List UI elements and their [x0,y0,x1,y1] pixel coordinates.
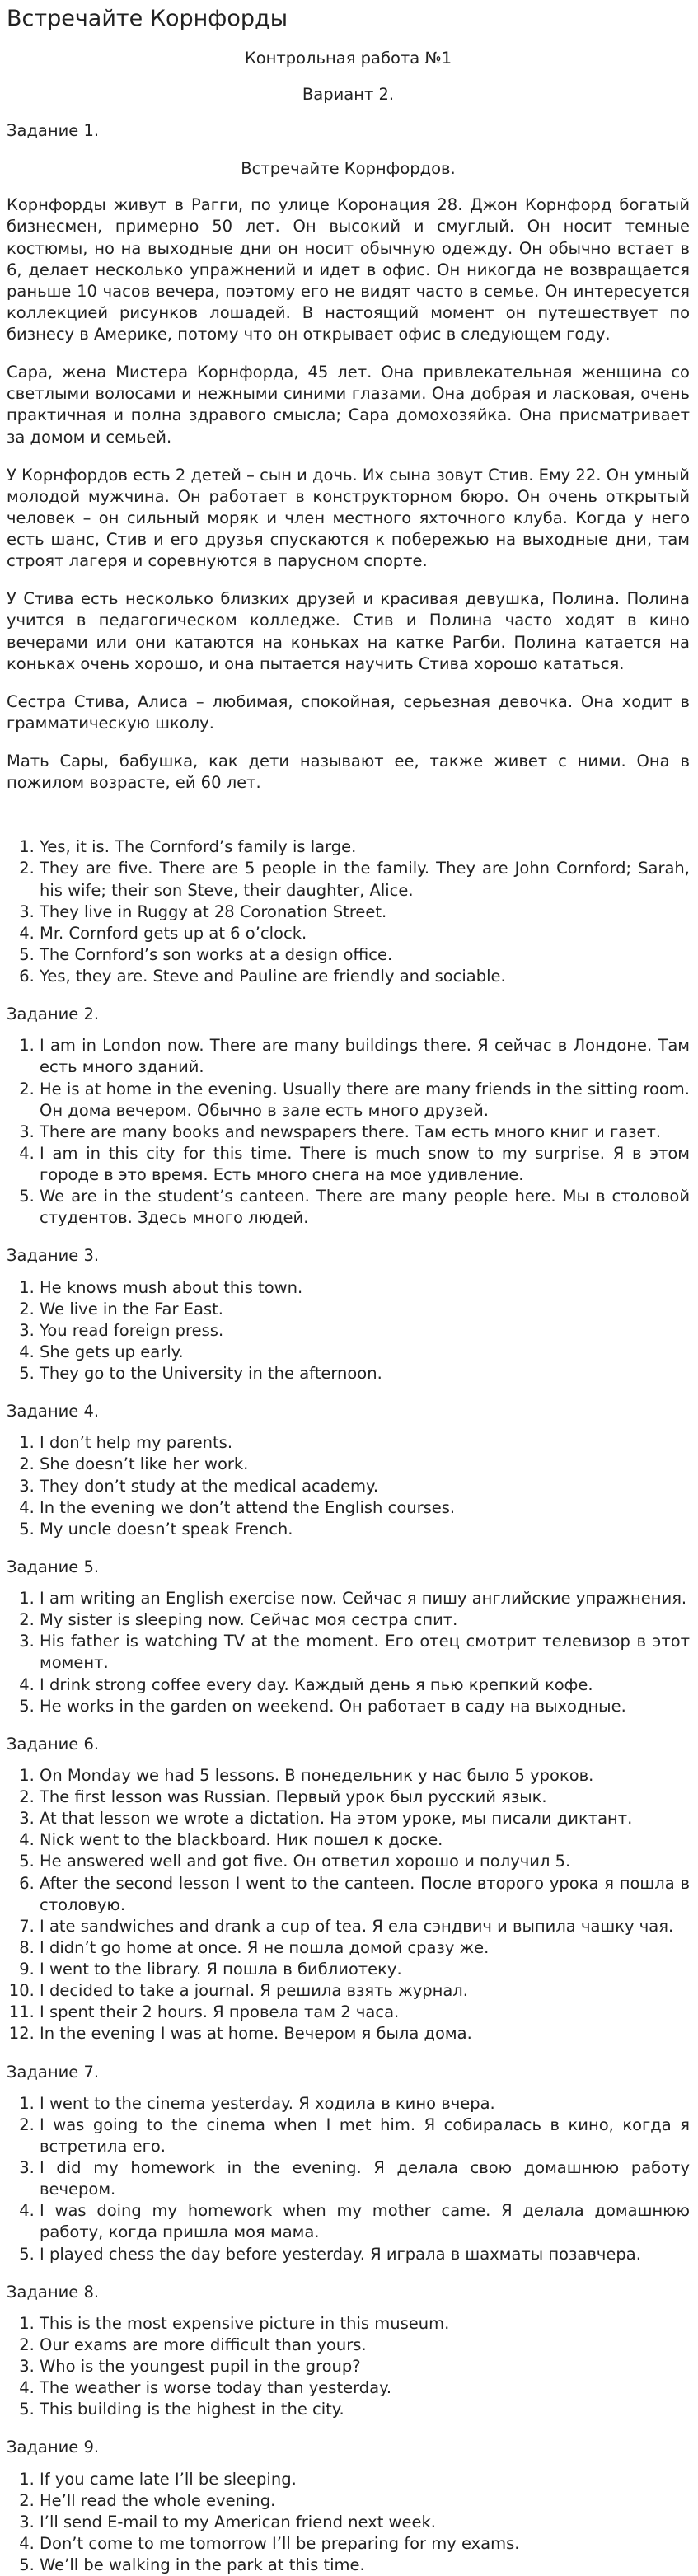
list-item: 5. He works in the garden on weekend. Он работает в саду на выходные. [40,1696,690,1717]
task-list [7,1432,690,1540]
task-list [7,1588,690,1717]
list-item: 3. They live in Ruggy at 28 Coronation Street. [40,902,690,923]
list-item: 1. Yes, it is. The Cornford’s family is large. [40,836,690,858]
list-item: 5. We’ll be walking in the park at this time. [40,2555,690,2576]
list-item: 4. I was doing my homework when my mother came. Я делала домашнюю работу, когда пришла моя мама. [40,2200,690,2243]
task-list [7,1277,690,1385]
list-item: 3. You read foreign press. [40,1320,690,1342]
task-list [7,2469,690,2576]
task-label: Задание 3. [7,1245,690,1267]
story-title: Встречайте Корнфордов. [7,158,690,180]
story-paragraph: У Корнфордов есть 2 детей – сын и дочь. Их сына зовут Стив. Ему 22. Он умный молодой мужчина. Он работает в конструкторном бюро. Он очень открытый человек – он сильный моряк и член местного яхточного клуба. Когда у него есть шанс, Стив и его друзья спускаются к побережью на выходные дни, там строят лагеря и соревнуются в парусном спорте. [7,465,690,573]
list-item: 9. I went to the library. Я пошла в библиотеку. [40,1959,690,1980]
list-item: 6. After the second lesson I went to the canteen. После второго урока я пошла в столовую. [40,1873,690,1916]
task-label: Задание 4. [7,1401,690,1422]
list-item: 1. He knows mush about this town. [40,1277,690,1299]
list-item: 2. I was going to the cinema when I met him. Я собиралась в кино, когда я встретила его. [40,2115,690,2157]
task-label: Задание 2. [7,1004,690,1025]
list-item: 5. My uncle doesn’t speak French. [40,1519,690,1540]
list-item: 4. The weather is worse today than yesterday. [40,2377,690,2399]
list-item: 7. I ate sandwiches and drank a cup of tea. Я ела сэндвич и выпила чашку чая. [40,1916,690,1937]
list-item: 2. The first lesson was Russian. Первый урок был русский язык. [40,1787,690,1808]
list-item: 4. In the evening we don’t attend the English courses. [40,1497,690,1519]
task-1-label: Задание 1. [7,120,690,142]
list-item: 4. She gets up early. [40,1342,690,1363]
list-item: 2. My sister is sleeping now. Сейчас моя сестра спит. [40,1609,690,1631]
story-paragraph: Корнфорды живут в Рагги, по улице Коронация 28. Джон Корнфорд богатый бизнесмен, примерно 50 лет. Он высокий и смуглый. Он носит темные костюмы, но на выходные дни он носит обычную одежду. Он обычно встает в 6, делает несколько упражнений и идет в офис. Он никогда не возвращается раньше 10 часов вечера, поэтому его не видят часто в семье. Он интересуется коллекцией рисунков лошадей. В настоящий момент он путешествует по бизнесу в Америке, потому что он открывает офис в следующем году. [7,194,690,345]
list-item: 3. At that lesson we wrote a dictation. На этом уроке, мы писали диктант. [40,1808,690,1829]
list-item: 8. I didn’t go home at once. Я не пошла домой сразу же. [40,1937,690,1959]
task-list [7,2093,690,2265]
list-item: 3. Who is the youngest pupil in the group? [40,2356,690,2377]
list-item: 5. The Cornford’s son works at a design office. [40,944,690,966]
story-paragraph: Мать Сары, бабушка, как дети называют ее, также живет с ними. Она в пожилом возрасте, ей 60 лет. [7,751,690,794]
list-item: 2. She doesn’t like her work. [40,1454,690,1475]
list-item: 2. Our exams are more difficult than yours. [40,2335,690,2356]
list-item: 5. He answered well and got five. Он ответил хорошо и получил 5. [40,1851,690,1872]
story-paragraph: У Стива есть несколько близких друзей и красивая девушка, Полина. Полина учится в педагогическом колледже. Стив и Полина часто ходят в кино вечерами или они катаются на коньках на катке Рагби. Полина катается на коньках очень хорошо, и она пытается научить Стива хорошо кататься. [7,588,690,675]
task-list [7,1035,690,1229]
list-item: 5. They go to the University in the afternoon. [40,1363,690,1384]
task-list [7,2313,690,2421]
list-item: 6. Yes, they are. Steve and Pauline are friendly and sociable. [40,966,690,987]
list-item: 4. Don’t come to me tomorrow I’ll be preparing for my exams. [40,2533,690,2555]
list-item: 5. I played chess the day before yesterday. Я играла в шахматы позавчера. [40,2244,690,2265]
list-item: 3. There are many books and newspapers there. Там есть много книг и газет. [40,1122,690,1143]
story-paragraph: Сестра Стива, Алиса – любимая, спокойная, серьезная девочка. Она ходит в грамматическую школу. [7,691,690,734]
list-item: 4. I drink strong coffee every day. Каждый день я пью крепкий кофе. [40,1674,690,1696]
list-item: 3. I’ll send E-mail to my American friend next week. [40,2512,690,2533]
list-item: 2. We live in the Far East. [40,1299,690,1320]
work-title: Контрольная работа №1 [7,48,690,69]
list-item: 11. I spent their 2 hours. Я провела там 2 часа. [40,2002,690,2023]
task-label: Задание 9. [7,2437,690,2458]
list-item: 4. Nick went to the blackboard. Ник пошел к доске. [40,1829,690,1851]
list-item: 10. I decided to take a journal. Я решила взять журнал. [40,1980,690,2002]
list-item: 3. They don’t study at the medical academy. [40,1476,690,1497]
list-item: 2. They are five. There are 5 people in the family. They are John Cornford; Sarah, his wife; their son Steve, their daughter, Alice. [40,858,690,901]
variant-title: Вариант 2. [7,84,690,105]
list-item: 1. I am writing an English exercise now. Сейчас я пишу английские упражнения. [40,1588,690,1609]
list-item: 1. If you came late I’ll be sleeping. [40,2469,690,2490]
list-item: 1. This is the most expensive picture in this museum. [40,2313,690,2335]
list-item: 1. I went to the cinema yesterday. Я ходила в кино вчера. [40,2093,690,2115]
task-label: Задание 7. [7,2062,690,2083]
task-1-answers [7,836,690,987]
list-item: 4. Mr. Cornford gets up at 6 o’clock. [40,923,690,944]
list-item: 3. His father is watching TV at the moment. Его отец смотрит телевизор в этот момент. [40,1631,690,1674]
list-item: 1. I am in London now. There are many buildings there. Я сейчас в Лондоне. Там есть много зданий. [40,1035,690,1078]
task-label: Задание 5. [7,1557,690,1578]
story-paragraph: Сара, жена Мистера Корнфорда, 45 лет. Она привлекательная женщина со светлыми волосами и нежными синими глазами. Она добрая и ласковая, очень практичная и полна здравого смысла; Сара домохозяйка. Она присматривает за домом и семьей. [7,362,690,448]
page-title: Встречайте Корнфорды [7,5,690,33]
list-item: 1. On Monday we had 5 lessons. В понедельник у нас было 5 уроков. [40,1765,690,1787]
task-label: Задание 6. [7,1734,690,1755]
list-item: 2. He’ll read the whole evening. [40,2490,690,2512]
list-item: 3. I did my homework in the evening. Я делала свою домашнюю работу вечером. [40,2157,690,2200]
list-item: 1. I don’t help my parents. [40,1432,690,1454]
list-item: 12. In the evening I was at home. Вечером я была дома. [40,2023,690,2044]
task-label: Задание 8. [7,2282,690,2303]
list-item: 2. He is at home in the evening. Usually there are many friends in the sitting room. Он дома вечером. Обычно в зале есть много друзей. [40,1079,690,1122]
task-list [7,1765,690,2045]
list-item: 4. I am in this city for this time. There is much snow to my surprise. Я в этом городе в это время. Есть много снега на мое удивление. [40,1143,690,1186]
list-item: 5. We are in the student’s canteen. There are many people here. Мы в столовой студентов. Здесь много людей. [40,1186,690,1229]
list-item: 5. This building is the highest in the city. [40,2399,690,2420]
spacer [7,810,690,836]
